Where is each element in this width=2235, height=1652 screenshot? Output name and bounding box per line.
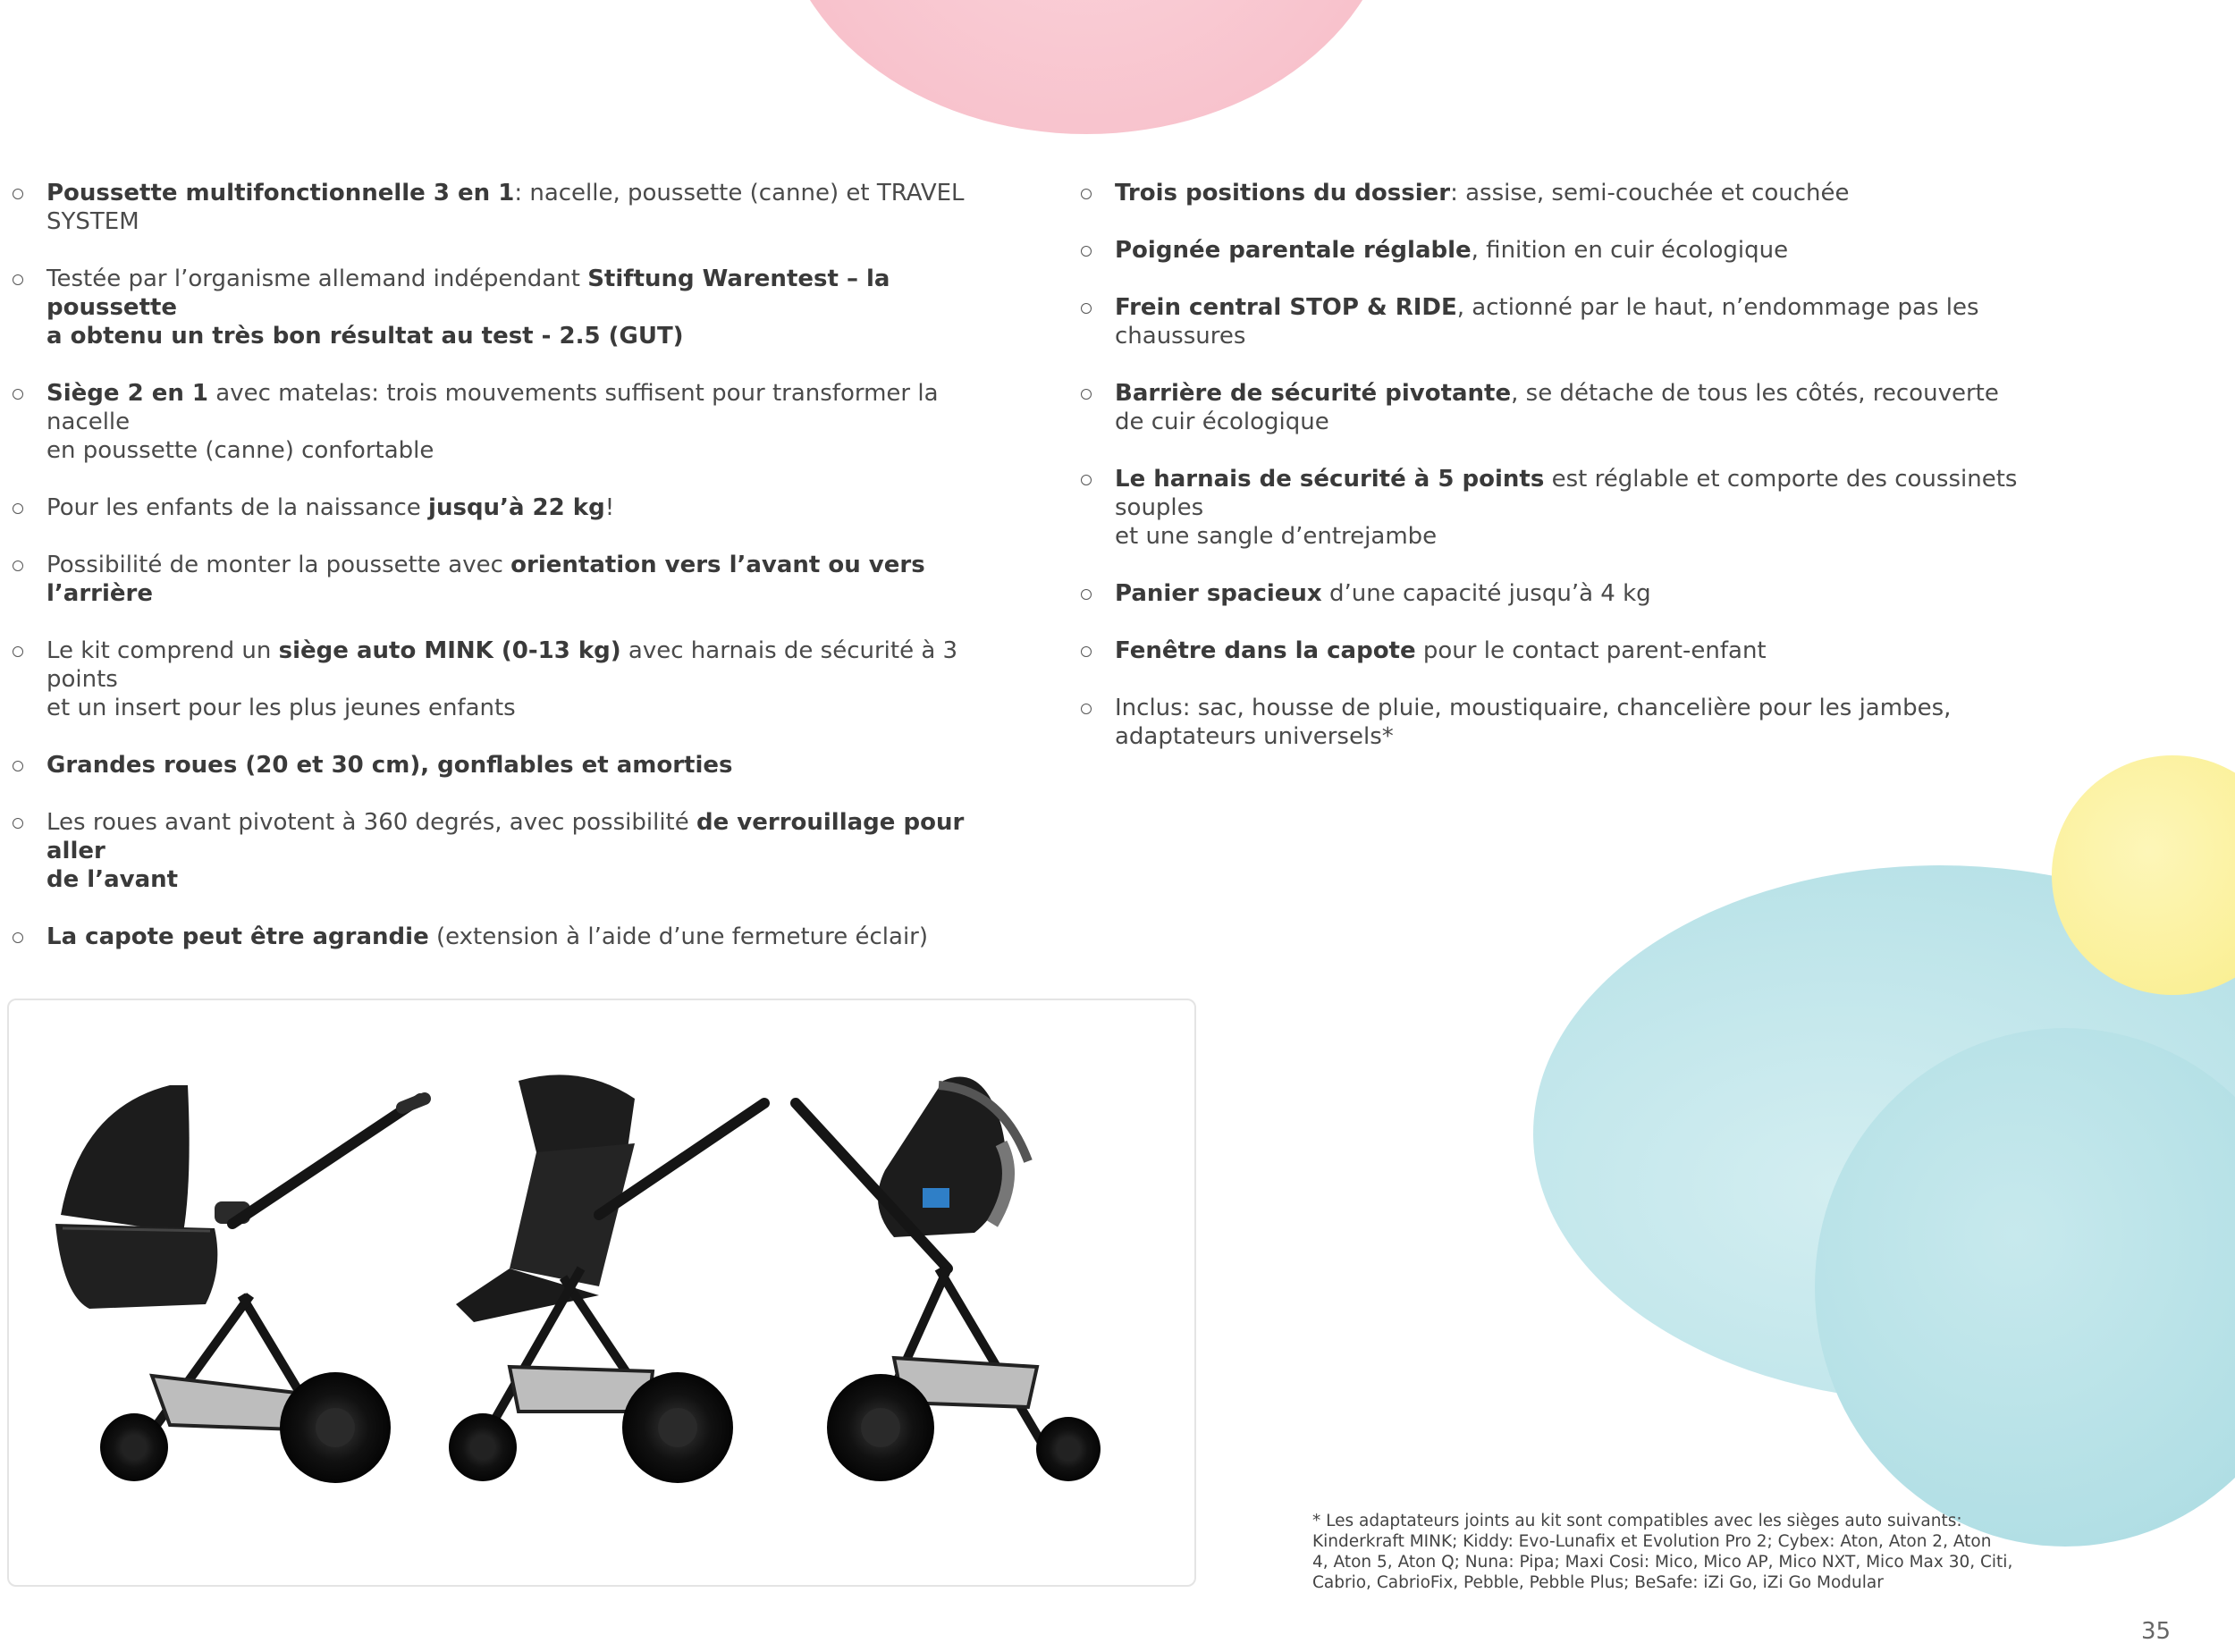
- feature-text-line: [1115, 722, 2096, 751]
- feature-text-bold: Barrière de sécurité pivotante: [1115, 380, 1512, 407]
- feature-text: , se détache de tous les côtés, recouverte: [1511, 380, 1999, 407]
- feature-item: [9, 179, 1028, 236]
- feature-text-line: [1115, 379, 2096, 408]
- feature-text-line: [1115, 636, 2096, 665]
- feature-text: de cuir écologique: [1115, 409, 1329, 435]
- feature-item: [9, 808, 1028, 894]
- feature-text-bold: jusqu’à 22 kg: [428, 494, 605, 521]
- circle-bullet-icon: [13, 274, 23, 285]
- feature-item: [1077, 694, 2096, 751]
- feature-text: adaptateurs universels*: [1115, 723, 1394, 750]
- circle-bullet-icon: [1081, 389, 1092, 400]
- feature-text: : assise, semi-couchée et couchée: [1450, 180, 1850, 206]
- feature-item: [1077, 636, 2096, 665]
- feature-text-bold: orientation vers l’avant ou vers l’arrière: [46, 552, 925, 607]
- feature-text-bold: a obtenu un très bon résultat au test - 2.5 (GUT): [46, 323, 684, 350]
- stroller-car-seat-image: [796, 1077, 1101, 1481]
- feature-text: !: [604, 494, 615, 521]
- feature-text-line: [1115, 408, 2096, 436]
- feature-text-bold: Poussette multifonctionnelle 3 en 1: [46, 180, 515, 206]
- feature-text-line: [46, 808, 1028, 865]
- features-list-left: [9, 179, 1028, 980]
- feature-text-line: [1115, 293, 2096, 350]
- circle-bullet-icon: [1081, 189, 1092, 199]
- feature-text: pour le contact parent-enfant: [1415, 637, 1767, 664]
- feature-text-bold: Le harnais de sécurité à 5 points: [1115, 466, 1545, 493]
- footnote-line: Kinderkraft MINK; Kiddy: Evo-Lunafix et Evolution Pro 2; Cybex: Aton, Aton 2, Aton: [1312, 1532, 1992, 1551]
- feature-text: Possibilité de monter la poussette avec: [46, 552, 511, 578]
- feature-item: [1077, 465, 2096, 551]
- feature-text-line: [46, 436, 1028, 465]
- feature-text: Les roues avant pivotent à 360 degrés, avec possibilité: [46, 809, 696, 836]
- feature-item: [1077, 293, 2096, 350]
- circle-bullet-icon: [13, 503, 23, 514]
- feature-text: d’une capacité jusqu’à 4 kg: [1321, 580, 1651, 607]
- feature-text: Le kit comprend un: [46, 637, 279, 664]
- feature-item: [9, 265, 1028, 350]
- footnote-line: 4, Aton 5, Aton Q; Nuna: Pipa; Maxi Cosi: Mico, Mico AP, Mico NXT, Mico Max 30, Citi,: [1312, 1553, 2013, 1572]
- circle-bullet-icon: [1081, 475, 1092, 485]
- feature-item: [1077, 179, 2096, 207]
- feature-text-line: [1115, 694, 2096, 722]
- feature-text: , actionné par le haut, n’endommage pas les chaussures: [1115, 294, 1979, 350]
- adapter-compatibility-footnote: [1312, 1511, 2019, 1593]
- feature-text-line: [46, 265, 1028, 322]
- feature-item: [1077, 236, 2096, 265]
- feature-text-line: [1115, 579, 2096, 608]
- feature-text-bold: Poignée parentale réglable: [1115, 237, 1472, 264]
- feature-text-bold: Trois positions du dossier: [1115, 180, 1451, 206]
- feature-item: [9, 751, 1028, 780]
- feature-text-line: [46, 923, 1028, 951]
- circle-bullet-icon: [13, 389, 23, 400]
- feature-text: en poussette (canne) confortable: [46, 437, 434, 464]
- feature-text-bold: Panier spacieux: [1115, 580, 1322, 607]
- circle-bullet-icon: [1081, 246, 1092, 257]
- feature-text-bold: Fenêtre dans la capote: [1115, 637, 1416, 664]
- circle-bullet-icon: [13, 818, 23, 829]
- stroller-pram-image: [55, 1085, 425, 1483]
- feature-text-line: [46, 379, 1028, 436]
- feature-text-bold: Siège 2 en 1: [46, 380, 208, 407]
- feature-item: [9, 493, 1028, 522]
- feature-text-line: [46, 179, 1028, 236]
- features-list-right: [1077, 179, 2096, 780]
- feature-text: avec harnais de sécurité à 3 points: [46, 637, 958, 693]
- feature-item: [1077, 379, 2096, 436]
- circle-bullet-icon: [1081, 589, 1092, 600]
- feature-text: et une sangle d’entrejambe: [1115, 523, 1438, 550]
- stroller-seat-image: [449, 1075, 764, 1483]
- feature-text: et un insert pour les plus jeunes enfants: [46, 695, 516, 721]
- feature-text-line: [1115, 465, 2096, 522]
- feature-text-line: [46, 751, 1028, 780]
- feature-text-bold: siège auto MINK (0-13 kg): [278, 637, 621, 664]
- feature-item: [1077, 579, 2096, 608]
- feature-text-bold: Grandes roues (20 et 30 cm), gonflables et amorties: [46, 752, 733, 779]
- feature-text: Inclus: sac, housse de pluie, moustiquaire, chancelière pour les jambes,: [1115, 695, 1952, 721]
- feature-text-bold: de verrouillage pour aller: [46, 809, 965, 864]
- circle-bullet-icon: [1081, 303, 1092, 314]
- feature-text-line: [1115, 522, 2096, 551]
- page-number: 35: [2141, 1618, 2172, 1645]
- pink-decorative-circle: [778, 0, 1395, 134]
- feature-text-line: [1115, 179, 2096, 207]
- feature-item: [9, 636, 1028, 722]
- feature-text: , finition en cuir écologique: [1471, 237, 1789, 264]
- circle-bullet-icon: [13, 189, 23, 199]
- feature-item: [9, 379, 1028, 465]
- product-image-frame: [7, 999, 1196, 1587]
- circle-bullet-icon: [13, 761, 23, 771]
- feature-text-bold: de l’avant: [46, 866, 179, 893]
- feature-text-line: [46, 551, 1028, 608]
- feature-text: (extension à l’aide d’une fermeture éclair): [428, 923, 928, 950]
- feature-text-line: [46, 636, 1028, 694]
- circle-bullet-icon: [13, 560, 23, 571]
- feature-item: [9, 551, 1028, 608]
- circle-bullet-icon: [1081, 646, 1092, 657]
- circle-bullet-icon: [13, 932, 23, 943]
- feature-text: est réglable et comporte des coussinets souples: [1115, 466, 2018, 521]
- feature-text-line: [46, 694, 1028, 722]
- feature-text: Testée par l’organisme allemand indépendant: [46, 266, 588, 292]
- stroller-icon: [9, 1000, 1194, 1585]
- feature-text: Pour les enfants de la naissance: [46, 494, 429, 521]
- feature-text-bold: Stiftung Warentest – la poussette: [46, 266, 890, 321]
- feature-text-bold: Frein central STOP & RIDE: [1115, 294, 1457, 321]
- feature-text-line: [46, 865, 1028, 894]
- feature-text-line: [46, 322, 1028, 350]
- feature-text: avec matelas: trois mouvements suffisent pour transformer la nacelle: [46, 380, 939, 435]
- footnote-line: * Les adaptateurs joints au kit sont compatibles avec les sièges auto suivants:: [1312, 1512, 1962, 1530]
- circle-bullet-icon: [13, 646, 23, 657]
- feature-item: [9, 923, 1028, 951]
- feature-text-bold: La capote peut être agrandie: [46, 923, 429, 950]
- feature-text: : nacelle, poussette (canne) et TRAVEL SYSTEM: [46, 180, 965, 235]
- feature-text-line: [1115, 236, 2096, 265]
- circle-bullet-icon: [1081, 704, 1092, 714]
- footnote-line: Cabrio, CabrioFix, Pebble, Pebble Plus; BeSafe: iZi Go, iZi Go Modular: [1312, 1573, 1884, 1592]
- feature-text-line: [46, 493, 1028, 522]
